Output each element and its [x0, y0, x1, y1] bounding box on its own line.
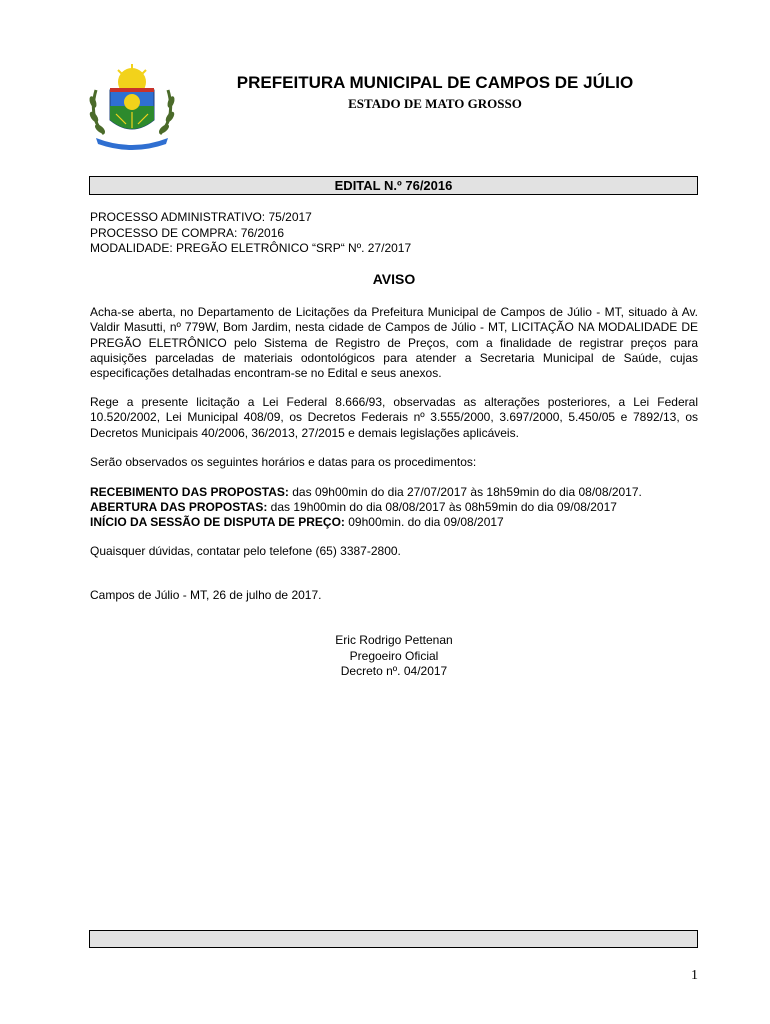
schedule-recebimento [90, 485, 710, 500]
paragraph-contact: Quaisquer dúvidas, contatar pelo telefone (65) 3387-2800. [90, 544, 401, 558]
inicio-label: INÍCIO DA SESSÃO DE DISPUTA DE PREÇO: [90, 515, 345, 529]
schedule-abertura [90, 500, 710, 515]
schedule-inicio [90, 515, 710, 530]
signature-block [90, 633, 698, 680]
signature-role: Pregoeiro Oficial [349, 648, 439, 663]
schedule-dates [90, 485, 710, 530]
inicio-text: 09h00min. do dia 09/08/2017 [344, 515, 504, 529]
paragraph-schedule-intro: Serão observados os seguintes horários e datas para os procedimentos: [90, 455, 477, 469]
page-title: PREFEITURA MUNICIPAL DE CAMPOS DE JÚLIO [236, 73, 634, 92]
recebimento-label: RECEBIMENTO DAS PROPOSTAS: [90, 485, 289, 499]
recebimento-text: das 09h00min do dia 27/07/2017 às 18h59min do dia 08/08/2017. [288, 485, 642, 499]
process-modalidade: MODALIDADE: PREGÃO ELETRÔNICO “SRP“ Nº. 27/2017 [90, 241, 412, 255]
aviso-heading: AVISO [372, 271, 416, 287]
page-number: 1 [691, 968, 698, 983]
signature-decree: Decreto nº. 04/2017 [340, 664, 448, 678]
process-administrativo: PROCESSO ADMINISTRATIVO: 75/2017 [90, 210, 312, 224]
abertura-text: das 19h00min do dia 08/08/2017 às 08h59min do dia 09/08/2017 [267, 500, 617, 514]
paragraph-opening: Acha-se aberta, no Departamento de Licitações da Prefeitura Municipal de Campos de Júlio - MT, situado à Av. Valdir Masutti, nº 779W, Bom Jardim, nesta cidade de Campos de Júlio - MT, LICITAÇÃO NA MODALIDADE DE PREGÃO ELETRÔNICO pelo Sistema de Registro de Preços, com a finalidade de registrar preços para aquisições parceladas de materiais odontológicos para atender a Secretaria Municipal de Saúde, cujas especificações detalhadas encontram-se no Edital e seus anexos. [90, 305, 698, 381]
process-info [90, 210, 700, 257]
abertura-label: ABERTURA DAS PROPOSTAS: [90, 500, 268, 514]
footer-box [89, 930, 698, 948]
paragraph-legislation: Rege a presente licitação a Lei Federal 8.666/93, observadas as alterações posteriores, a Lei Federal 10.520/2002, Lei Municipal 408/09, os Decretos Federais nº 3.555/2000, 3.697/2000, 5.450/05 e 7892/13, os Decretos Municipais 40/2006, 36/2013, 27/2015 e demais legislações aplicáveis. [90, 395, 698, 440]
process-compra: PROCESSO DE COMPRA: 76/2016 [90, 225, 285, 240]
signature-name: Eric Rodrigo Pettenan [335, 633, 453, 647]
page-subtitle: ESTADO DE MATO GROSSO [348, 96, 522, 111]
municipal-crest-logo [82, 62, 182, 152]
edital-title-box: EDITAL N.º 76/2016 [89, 176, 698, 195]
paragraph-date-place: Campos de Júlio - MT, 26 de julho de 2017. [90, 588, 322, 602]
